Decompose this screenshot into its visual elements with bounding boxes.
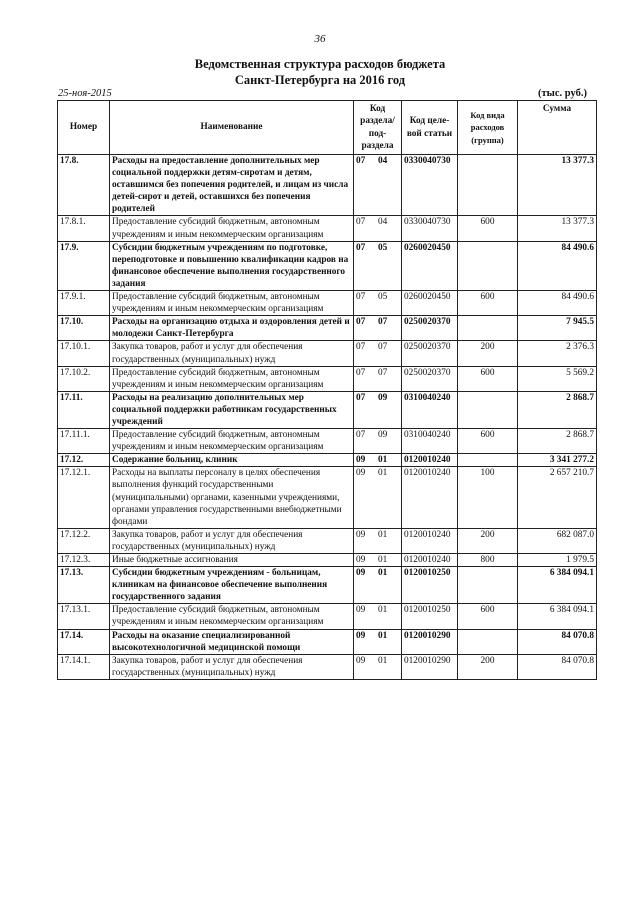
row-expense-type xyxy=(458,391,518,428)
row-expense-type: 200 xyxy=(458,654,518,679)
row-sum: 2 376.3 xyxy=(518,341,597,366)
row-article-code: 0120010240 xyxy=(402,454,458,467)
row-section-code xyxy=(354,454,402,467)
row-number: 17.12. xyxy=(58,454,110,467)
section-code: 09 xyxy=(356,605,366,616)
row-name: Расходы на предоставление дополнительных мер социальной поддержки детям-сиротам и детям, оставшимся без попечения родителей, и лицам из числа детей-сирот и детей, оставшихся без попечения родителей xyxy=(110,155,354,216)
row-article-code: 0330040730 xyxy=(402,216,458,241)
row-sum: 5 569.2 xyxy=(518,366,597,391)
row-number: 17.11. xyxy=(58,391,110,428)
row-number: 17.12.1. xyxy=(58,467,110,528)
row-expense-type: 200 xyxy=(458,341,518,366)
row-name: Расходы на оказание специализированной высокотехнологичной медицинской помощи xyxy=(110,629,354,654)
section-code: 09 xyxy=(356,529,366,540)
row-article-code: 0120010250 xyxy=(402,604,458,629)
row-expense-type xyxy=(458,155,518,216)
section-code: 07 xyxy=(356,217,366,228)
header-number: Номер xyxy=(58,101,110,155)
section-code: 07 xyxy=(356,430,366,441)
table-row xyxy=(58,316,597,341)
row-section-code xyxy=(354,604,402,629)
section-code: 09 xyxy=(356,655,366,666)
row-number: 17.12.3. xyxy=(58,554,110,567)
header-expense-type: Код вида расходов (группа) xyxy=(458,101,518,155)
table-row xyxy=(58,554,597,567)
row-expense-type xyxy=(458,567,518,604)
header-name: Наименование xyxy=(110,101,354,155)
row-expense-type: 800 xyxy=(458,554,518,567)
row-number: 17.10.2. xyxy=(58,366,110,391)
row-article-code: 0120010240 xyxy=(402,528,458,553)
row-section-code xyxy=(354,341,402,366)
section-code: 07 xyxy=(356,392,366,403)
section-code: 07 xyxy=(356,156,366,166)
table-row xyxy=(58,467,597,528)
row-name: Расходы на организацию отдыха и оздоровления детей и молодежи Санкт-Петербурга xyxy=(110,316,354,341)
subsection-code: 01 xyxy=(378,630,388,641)
row-section-code xyxy=(354,554,402,567)
table-row xyxy=(58,528,597,553)
row-section-code xyxy=(354,654,402,679)
row-sum: 1 979.5 xyxy=(518,554,597,567)
table-header-row xyxy=(58,101,597,155)
row-sum: 13 377.3 xyxy=(518,155,597,216)
row-section-code xyxy=(354,467,402,528)
table-row xyxy=(58,241,597,290)
document-date: 25-ноя-2015 xyxy=(58,88,112,99)
row-sum: 2 657 210.7 xyxy=(518,467,597,528)
row-expense-type: 200 xyxy=(458,528,518,553)
subsection-code: 05 xyxy=(378,242,388,253)
title-line-1: Ведомственная структура расходов бюджета xyxy=(194,57,446,71)
table-row xyxy=(58,567,597,604)
row-expense-type xyxy=(458,241,518,290)
row-article-code: 0120010290 xyxy=(402,654,458,679)
row-name: Субсидии бюджетным учреждениям - больницам, клиникам на финансовое обеспечение выполнения государственного задания xyxy=(110,567,354,604)
row-article-code: 0330040730 xyxy=(402,155,458,216)
row-expense-type: 100 xyxy=(458,467,518,528)
row-number: 17.14. xyxy=(58,629,110,654)
table-row xyxy=(58,216,597,241)
header-sum: Сумма xyxy=(518,101,597,155)
row-article-code: 0260020450 xyxy=(402,241,458,290)
row-expense-type: 600 xyxy=(458,604,518,629)
budget-table xyxy=(57,100,597,680)
row-expense-type: 600 xyxy=(458,429,518,454)
row-number: 17.14.1. xyxy=(58,654,110,679)
row-sum: 682 087.0 xyxy=(518,528,597,553)
row-article-code: 0120010290 xyxy=(402,629,458,654)
subsection-code: 09 xyxy=(378,392,388,403)
subsection-code: 01 xyxy=(378,529,388,540)
table-row xyxy=(58,391,597,428)
section-code: 07 xyxy=(356,292,366,303)
row-name: Закупка товаров, работ и услуг для обеспечения государственных (муниципальных) нужд xyxy=(110,528,354,553)
header-article: Код целе-вой статьи xyxy=(402,101,458,155)
section-code: 07 xyxy=(356,242,366,253)
row-name: Иные бюджетные ассигнования xyxy=(110,554,354,567)
row-sum: 84 490.6 xyxy=(518,241,597,290)
row-name: Предоставление субсидий бюджетным, автономным учреждениям и иным некоммерческим организациям xyxy=(110,366,354,391)
row-article-code: 0260020450 xyxy=(402,291,458,316)
section-code: 07 xyxy=(356,367,366,378)
table-row xyxy=(58,604,597,629)
row-sum: 3 341 277.2 xyxy=(518,454,597,467)
subsection-code: 07 xyxy=(378,317,388,328)
table-row xyxy=(58,155,597,216)
table-row xyxy=(58,654,597,679)
units-label: (тыс. руб.) xyxy=(538,88,587,99)
subsection-code: 09 xyxy=(378,430,388,441)
subsection-code: 01 xyxy=(378,455,388,466)
section-code: 07 xyxy=(356,342,366,353)
row-sum: 7 945.5 xyxy=(518,316,597,341)
row-sum: 2 868.7 xyxy=(518,429,597,454)
table-row xyxy=(58,454,597,467)
subsection-code: 01 xyxy=(378,555,388,565)
row-section-code xyxy=(354,366,402,391)
row-sum: 84 490.6 xyxy=(518,291,597,316)
row-sum: 2 868.7 xyxy=(518,391,597,428)
table-body xyxy=(58,155,597,680)
row-name: Расходы на выплаты персоналу в целях обеспечения выполнения функций государственными (муниципальными) органами, казенными учреждениями, органами управления государственными внебюджетными фондами xyxy=(110,467,354,528)
row-section-code xyxy=(354,241,402,290)
row-article-code: 0250020370 xyxy=(402,366,458,391)
row-expense-type: 600 xyxy=(458,366,518,391)
subsection-code: 04 xyxy=(378,156,388,166)
subsection-code: 01 xyxy=(378,605,388,616)
row-article-code: 0310040240 xyxy=(402,429,458,454)
row-number: 17.8. xyxy=(58,155,110,216)
subsection-code: 07 xyxy=(378,367,388,378)
row-name: Закупка товаров, работ и услуг для обеспечения государственных (муниципальных) нужд xyxy=(110,341,354,366)
row-article-code: 0250020370 xyxy=(402,316,458,341)
row-number: 17.11.1. xyxy=(58,429,110,454)
row-expense-type xyxy=(458,454,518,467)
document-title xyxy=(0,56,640,88)
subsection-code: 01 xyxy=(378,655,388,666)
row-section-code xyxy=(354,567,402,604)
row-number: 17.8.1. xyxy=(58,216,110,241)
section-code: 09 xyxy=(356,630,366,641)
subsection-code: 07 xyxy=(378,342,388,353)
row-section-code xyxy=(354,155,402,216)
row-expense-type xyxy=(458,316,518,341)
table-row xyxy=(58,366,597,391)
section-code: 09 xyxy=(356,555,366,565)
row-sum: 6 384 094.1 xyxy=(518,604,597,629)
row-number: 17.9.1. xyxy=(58,291,110,316)
row-name: Предоставление субсидий бюджетным, автономным учреждениям и иным некоммерческим организациям xyxy=(110,604,354,629)
row-sum: 13 377.3 xyxy=(518,216,597,241)
row-name: Расходы на реализацию дополнительных мер социальной поддержки работникам государственных учреждений xyxy=(110,391,354,428)
section-code: 07 xyxy=(356,317,366,328)
row-name: Предоставление субсидий бюджетным, автономным учреждениям и иным некоммерческим организациям xyxy=(110,216,354,241)
row-name: Предоставление субсидий бюджетным, автономным учреждениям и иным некоммерческим организациям xyxy=(110,429,354,454)
section-code: 09 xyxy=(356,568,366,579)
row-article-code: 0120010250 xyxy=(402,567,458,604)
row-section-code xyxy=(354,291,402,316)
section-code: 09 xyxy=(356,455,366,466)
subsection-code: 01 xyxy=(378,568,388,579)
row-section-code xyxy=(354,316,402,341)
row-number: 17.10. xyxy=(58,316,110,341)
table-row xyxy=(58,341,597,366)
row-name: Содержание больниц, клиник xyxy=(110,454,354,467)
row-article-code: 0120010240 xyxy=(402,554,458,567)
row-article-code: 0120010240 xyxy=(402,467,458,528)
row-article-code: 0250020370 xyxy=(402,341,458,366)
table-row xyxy=(58,629,597,654)
row-number: 17.9. xyxy=(58,241,110,290)
row-section-code xyxy=(354,216,402,241)
row-name: Закупка товаров, работ и услуг для обеспечения государственных (муниципальных) нужд xyxy=(110,654,354,679)
row-section-code xyxy=(354,429,402,454)
row-article-code: 0310040240 xyxy=(402,391,458,428)
row-expense-type: 600 xyxy=(458,216,518,241)
row-name: Предоставление субсидий бюджетным, автономным учреждениям и иным некоммерческим организациям xyxy=(110,291,354,316)
row-number: 17.13.1. xyxy=(58,604,110,629)
row-number: 17.12.2. xyxy=(58,528,110,553)
subsection-code: 04 xyxy=(378,217,388,228)
subsection-code: 05 xyxy=(378,292,388,303)
row-sum: 6 384 094.1 xyxy=(518,567,597,604)
header-section: Код раздела/ под-раздела xyxy=(354,101,402,155)
table-row xyxy=(58,291,597,316)
table-row xyxy=(58,429,597,454)
title-line-2: Санкт-Петербурга на 2016 год xyxy=(234,73,406,87)
section-code: 09 xyxy=(356,468,366,479)
row-number: 17.13. xyxy=(58,567,110,604)
row-expense-type: 600 xyxy=(458,291,518,316)
row-name: Субсидии бюджетным учреждениям по подготовке, переподготовке и повышению квалификации кадров на финансовое обеспечение выполнения государственного задания xyxy=(110,241,354,290)
row-section-code xyxy=(354,391,402,428)
row-number: 17.10.1. xyxy=(58,341,110,366)
row-sum: 84 070.8 xyxy=(518,654,597,679)
row-section-code xyxy=(354,528,402,553)
row-expense-type xyxy=(458,629,518,654)
row-section-code xyxy=(354,629,402,654)
row-sum: 84 070.8 xyxy=(518,629,597,654)
page-number: 36 xyxy=(314,33,326,45)
subsection-code: 01 xyxy=(378,468,388,479)
